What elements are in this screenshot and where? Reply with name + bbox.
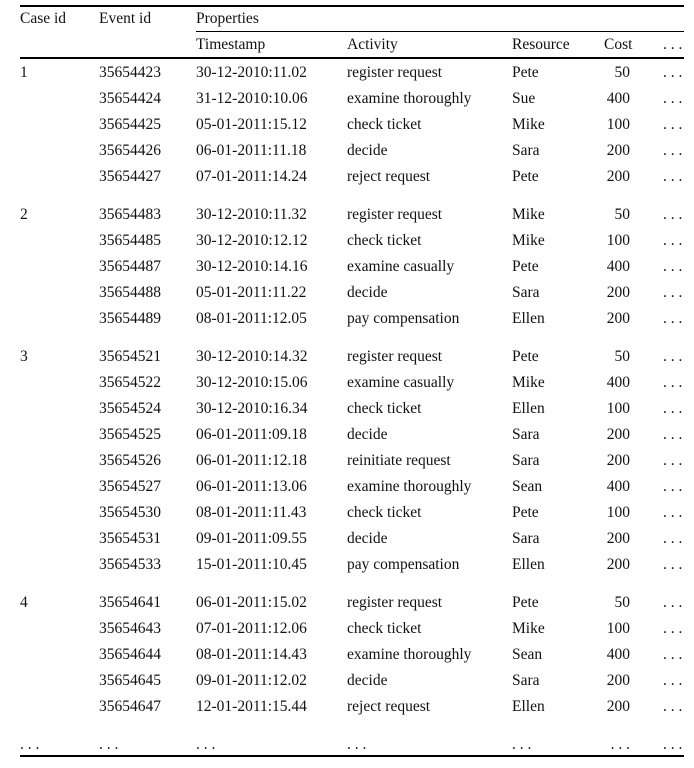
header-cost: Cost [604,36,633,53]
cost-cell: 200 [606,426,630,443]
cost-cell: 100 [606,620,630,637]
event-id-cell: 35654424 [99,90,161,107]
event-id-cell: 35654487 [99,258,161,275]
header-rule [20,57,684,59]
event-id-cell: 35654488 [99,284,161,301]
ellipsis-cell: . . . [20,736,40,753]
bottom-rule [20,755,684,757]
cost-cell: 400 [606,646,630,663]
more-cell: . . . [663,530,683,547]
event-id-cell: 35654524 [99,400,161,417]
case-id-cell: 2 [20,206,28,223]
header-activity: Activity [347,36,398,53]
activity-cell: register request [347,64,443,81]
cost-cell: 200 [606,142,630,159]
cost-cell: 200 [606,168,630,185]
cost-cell: 100 [606,232,630,249]
resource-cell: Pete [512,348,539,365]
event-id-cell: 35654427 [99,168,161,185]
timestamp-cell: 09-01-2011:12.02 [196,672,307,689]
activity-cell: check ticket [347,504,422,521]
more-cell: . . . [663,504,683,521]
cost-cell: 100 [606,400,630,417]
resource-cell: Ellen [512,698,545,715]
resource-cell: Mike [512,232,545,249]
cost-cell: 400 [606,90,630,107]
more-cell: . . . [663,556,683,573]
more-cell: . . . [663,206,683,223]
activity-cell: examine casually [347,374,455,391]
resource-cell: Sara [512,672,540,689]
resource-cell: Ellen [512,556,545,573]
timestamp-cell: 08-01-2011:14.43 [196,646,307,663]
activity-cell: pay compensation [347,556,460,573]
timestamp-cell: 06-01-2011:13.06 [196,478,307,495]
more-cell: . . . [663,284,683,301]
activity-cell: register request [347,348,443,365]
more-cell: . . . [663,142,683,159]
event-id-cell: 35654522 [99,374,161,391]
event-id-cell: 35654530 [99,504,161,521]
more-cell: . . . [663,258,683,275]
case-id-cell: 1 [20,64,28,81]
timestamp-cell: 30-12-2010:11.02 [196,64,307,81]
cost-cell: 400 [606,478,630,495]
more-cell: . . . [663,374,683,391]
event-id-cell: 35654643 [99,620,161,637]
timestamp-cell: 30-12-2010:16.34 [196,400,308,417]
cost-cell: 200 [606,284,630,301]
event-id-cell: 35654489 [99,310,161,327]
event-id-cell: 35654526 [99,452,161,469]
activity-cell: pay compensation [347,310,460,327]
activity-cell: decide [347,142,388,159]
activity-cell: check ticket [347,116,422,133]
event-id-cell: 35654485 [99,232,161,249]
timestamp-cell: 06-01-2011:15.02 [196,594,307,611]
timestamp-cell: 31-12-2010:10.06 [196,90,308,107]
timestamp-cell: 05-01-2011:15.12 [196,116,307,133]
event-id-cell: 35654483 [99,206,161,223]
more-cell: . . . [663,698,683,715]
activity-cell: examine casually [347,258,455,275]
resource-cell: Mike [512,374,545,391]
cost-cell: 100 [606,116,630,133]
activity-cell: decide [347,672,388,689]
activity-cell: reinitiate request [347,452,451,469]
timestamp-cell: 07-01-2011:12.06 [196,620,307,637]
more-cell: . . . [663,400,683,417]
timestamp-cell: 06-01-2011:12.18 [196,452,307,469]
activity-cell: decide [347,284,388,301]
ellipsis-cell: . . . [347,736,367,753]
activity-cell: reject request [347,698,431,715]
header-event-id: Event id [99,10,152,27]
resource-cell: Pete [512,168,539,185]
ellipsis-cell: . . . [663,736,683,753]
ellipsis-cell: . . . [99,736,119,753]
top-rule [20,5,684,7]
resource-cell: Sean [512,478,543,495]
timestamp-cell: 06-01-2011:11.18 [196,142,307,159]
ellipsis-cell: . . . [610,736,630,753]
cost-cell: 50 [614,348,630,365]
cost-cell: 200 [606,530,630,547]
cost-cell: 50 [614,594,630,611]
event-id-cell: 35654533 [99,556,161,573]
cost-cell: 200 [606,310,630,327]
event-id-cell: 35654644 [99,646,161,663]
resource-cell: Mike [512,116,545,133]
activity-cell: examine thoroughly [347,478,472,495]
more-cell: . . . [663,426,683,443]
timestamp-cell: 09-01-2011:09.55 [196,530,307,547]
more-cell: . . . [663,64,683,81]
timestamp-cell: 30-12-2010:12.12 [196,232,308,249]
more-cell: . . . [663,620,683,637]
timestamp-cell: 12-01-2011:15.44 [196,698,307,715]
timestamp-cell: 15-01-2011:10.45 [196,556,307,573]
timestamp-cell: 05-01-2011:11.22 [196,284,307,301]
resource-cell: Sara [512,530,540,547]
resource-cell: Sue [512,90,536,107]
resource-cell: Sara [512,452,540,469]
more-cell: . . . [663,672,683,689]
resource-cell: Ellen [512,400,545,417]
resource-cell: Mike [512,620,545,637]
activity-cell: reject request [347,168,431,185]
resource-cell: Pete [512,594,539,611]
resource-cell: Pete [512,504,539,521]
event-id-cell: 35654425 [99,116,161,133]
cost-cell: 200 [606,556,630,573]
activity-cell: register request [347,594,443,611]
event-id-cell: 35654423 [99,64,161,81]
timestamp-cell: 30-12-2010:15.06 [196,374,308,391]
resource-cell: Sean [512,646,543,663]
timestamp-cell: 30-12-2010:14.32 [196,348,308,365]
more-cell: . . . [663,90,683,107]
timestamp-cell: 06-01-2011:09.18 [196,426,307,443]
cost-cell: 200 [606,452,630,469]
cost-cell: 100 [606,504,630,521]
timestamp-cell: 07-01-2011:14.24 [196,168,307,185]
activity-cell: examine thoroughly [347,90,472,107]
event-id-cell: 35654531 [99,530,161,547]
activity-cell: check ticket [347,620,422,637]
cost-cell: 200 [606,698,630,715]
resource-cell: Sara [512,142,540,159]
cost-cell: 400 [606,374,630,391]
more-cell: . . . [663,594,683,611]
case-id-cell: 3 [20,348,28,365]
resource-cell: Pete [512,64,539,81]
activity-cell: decide [347,426,388,443]
header-properties: Properties [196,10,259,27]
activity-cell: examine thoroughly [347,646,472,663]
resource-cell: Ellen [512,310,545,327]
timestamp-cell: 08-01-2011:11.43 [196,504,307,521]
case-id-cell: 4 [20,594,28,611]
cost-cell: 50 [614,64,630,81]
resource-cell: Sara [512,284,540,301]
activity-cell: register request [347,206,443,223]
header-more: . . . [663,36,683,53]
more-cell: . . . [663,478,683,495]
more-cell: . . . [663,168,683,185]
cost-cell: 400 [606,258,630,275]
event-id-cell: 35654521 [99,348,161,365]
more-cell: . . . [663,452,683,469]
event-id-cell: 35654645 [99,672,161,689]
timestamp-cell: 30-12-2010:11.32 [196,206,307,223]
header-timestamp: Timestamp [196,36,266,53]
event-id-cell: 35654525 [99,426,161,443]
resource-cell: Sara [512,426,540,443]
cost-cell: 50 [614,206,630,223]
more-cell: . . . [663,348,683,365]
ellipsis-cell: . . . [196,736,216,753]
event-id-cell: 35654647 [99,698,161,715]
event-id-cell: 35654527 [99,478,161,495]
resource-cell: Pete [512,258,539,275]
more-cell: . . . [663,310,683,327]
timestamp-cell: 30-12-2010:14.16 [196,258,308,275]
event-id-cell: 35654641 [99,594,161,611]
timestamp-cell: 08-01-2011:12.05 [196,310,307,327]
activity-cell: check ticket [347,400,422,417]
event-id-cell: 35654426 [99,142,161,159]
activity-cell: check ticket [347,232,422,249]
cost-cell: 200 [606,672,630,689]
properties-rule [196,31,684,32]
ellipsis-cell: . . . [512,736,532,753]
header-case-id: Case id [20,10,67,27]
activity-cell: decide [347,530,388,547]
header-resource: Resource [512,36,570,53]
more-cell: . . . [663,116,683,133]
more-cell: . . . [663,646,683,663]
resource-cell: Mike [512,206,545,223]
more-cell: . . . [663,232,683,249]
